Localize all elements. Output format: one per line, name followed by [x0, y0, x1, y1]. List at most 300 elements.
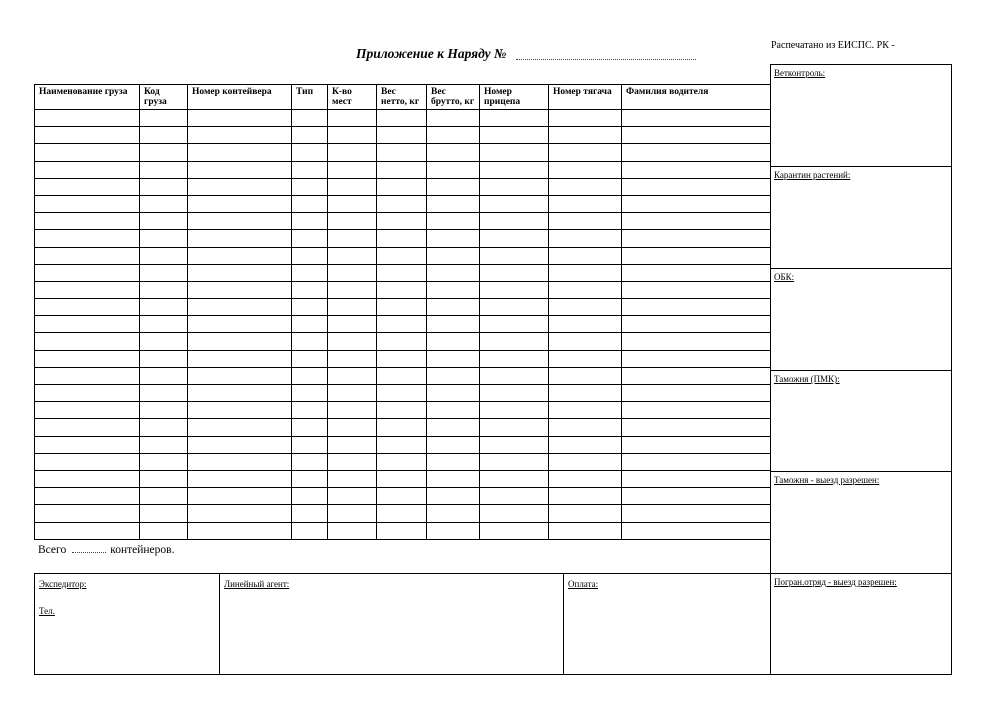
table-cell[interactable]: [549, 453, 622, 470]
table-cell[interactable]: [427, 350, 480, 367]
table-cell[interactable]: [328, 522, 377, 539]
table-cell[interactable]: [328, 299, 377, 316]
table-row: [35, 333, 771, 350]
table-cell[interactable]: [292, 299, 328, 316]
table-cell[interactable]: [188, 470, 292, 487]
table-cell[interactable]: [480, 522, 549, 539]
table-cell[interactable]: [549, 230, 622, 247]
table-cell[interactable]: [549, 522, 622, 539]
table-cell[interactable]: [480, 161, 549, 178]
table-cell[interactable]: [622, 470, 771, 487]
table-cell[interactable]: [427, 178, 480, 195]
table-cell[interactable]: [35, 470, 140, 487]
table-cell[interactable]: [140, 110, 188, 127]
table-cell[interactable]: [35, 350, 140, 367]
table-cell[interactable]: [188, 350, 292, 367]
payment-box[interactable]: [563, 573, 771, 675]
col-header-gross-weight: Вес брутто, кг: [427, 85, 480, 110]
table-row: [35, 213, 771, 230]
table-cell[interactable]: [188, 316, 292, 333]
table-cell[interactable]: [140, 264, 188, 281]
table-cell[interactable]: [622, 110, 771, 127]
table-cell[interactable]: [140, 436, 188, 453]
table-cell[interactable]: [188, 505, 292, 522]
table-row: [35, 161, 771, 178]
table-cell[interactable]: [377, 213, 427, 230]
panel-customs-pmk[interactable]: [770, 370, 952, 472]
col-header-places-count: К-во мест: [328, 85, 377, 110]
table-cell[interactable]: [140, 419, 188, 436]
table-cell[interactable]: [140, 161, 188, 178]
table-row: [35, 470, 771, 487]
table-cell[interactable]: [549, 333, 622, 350]
table-cell[interactable]: [549, 281, 622, 298]
line-agent-box[interactable]: [219, 573, 564, 675]
table-cell[interactable]: [328, 488, 377, 505]
table-cell[interactable]: [188, 264, 292, 281]
table-cell[interactable]: [377, 488, 427, 505]
table-cell[interactable]: [35, 195, 140, 212]
table-cell[interactable]: [427, 247, 480, 264]
table-cell[interactable]: [140, 402, 188, 419]
panel-customs-exit-label: Таможня - выезд разрешен:: [774, 475, 880, 485]
table-cell[interactable]: [377, 127, 427, 144]
table-cell[interactable]: [292, 230, 328, 247]
table-row: [35, 264, 771, 281]
table-cell[interactable]: [622, 264, 771, 281]
table-cell[interactable]: [480, 367, 549, 384]
table-cell[interactable]: [622, 299, 771, 316]
table-cell[interactable]: [292, 316, 328, 333]
table-cell[interactable]: [622, 281, 771, 298]
table-cell[interactable]: [427, 230, 480, 247]
table-cell[interactable]: [549, 213, 622, 230]
table-cell[interactable]: [377, 110, 427, 127]
table-cell[interactable]: [140, 195, 188, 212]
table-cell[interactable]: [427, 488, 480, 505]
table-cell[interactable]: [549, 385, 622, 402]
table-cell[interactable]: [328, 453, 377, 470]
table-cell[interactable]: [480, 213, 549, 230]
table-cell[interactable]: [622, 333, 771, 350]
table-cell[interactable]: [480, 281, 549, 298]
table-cell[interactable]: [549, 316, 622, 333]
total-prefix: Всего: [38, 544, 67, 556]
table-cell[interactable]: [549, 367, 622, 384]
table-cell[interactable]: [377, 505, 427, 522]
table-cell[interactable]: [188, 419, 292, 436]
table-cell[interactable]: [35, 316, 140, 333]
table-cell[interactable]: [292, 419, 328, 436]
table-cell[interactable]: [292, 470, 328, 487]
table-cell[interactable]: [377, 350, 427, 367]
table-cell[interactable]: [549, 402, 622, 419]
table-cell[interactable]: [377, 402, 427, 419]
table-cell[interactable]: [480, 299, 549, 316]
table-cell[interactable]: [140, 299, 188, 316]
phone-label: Тел.: [39, 606, 55, 616]
table-cell[interactable]: [480, 470, 549, 487]
table-cell[interactable]: [35, 247, 140, 264]
table-cell[interactable]: [35, 402, 140, 419]
table-cell[interactable]: [328, 144, 377, 161]
table-cell[interactable]: [140, 127, 188, 144]
table-cell[interactable]: [480, 178, 549, 195]
table-cell[interactable]: [480, 453, 549, 470]
table-cell[interactable]: [328, 213, 377, 230]
table-cell[interactable]: [549, 505, 622, 522]
order-number-line: [516, 59, 696, 60]
table-cell[interactable]: [292, 385, 328, 402]
table-cell[interactable]: [292, 161, 328, 178]
panel-customs-exit-allowed[interactable]: [770, 471, 952, 574]
payment-label: Оплата:: [568, 579, 599, 589]
table-cell[interactable]: [427, 213, 480, 230]
table-cell[interactable]: [480, 350, 549, 367]
table-cell[interactable]: [480, 505, 549, 522]
table-cell[interactable]: [427, 144, 480, 161]
table-cell[interactable]: [188, 367, 292, 384]
table-cell[interactable]: [549, 264, 622, 281]
table-cell[interactable]: [622, 247, 771, 264]
table-cell[interactable]: [188, 178, 292, 195]
table-cell[interactable]: [140, 453, 188, 470]
panel-customs-pmk-label: Таможня (ПМК):: [774, 374, 840, 384]
table-cell[interactable]: [377, 522, 427, 539]
table-cell[interactable]: [328, 436, 377, 453]
table-cell[interactable]: [328, 316, 377, 333]
table-cell[interactable]: [328, 419, 377, 436]
table-cell[interactable]: [328, 333, 377, 350]
table-cell[interactable]: [35, 436, 140, 453]
table-cell[interactable]: [549, 436, 622, 453]
table-cell[interactable]: [427, 453, 480, 470]
table-cell[interactable]: [622, 350, 771, 367]
table-cell[interactable]: [188, 247, 292, 264]
col-header-type: Тип: [292, 85, 328, 110]
table-cell[interactable]: [292, 247, 328, 264]
table-cell[interactable]: [622, 419, 771, 436]
table-cell[interactable]: [35, 264, 140, 281]
table-cell[interactable]: [427, 436, 480, 453]
table-cell[interactable]: [292, 281, 328, 298]
table-cell[interactable]: [427, 402, 480, 419]
table-cell[interactable]: [549, 178, 622, 195]
table-cell[interactable]: [427, 299, 480, 316]
table-cell[interactable]: [35, 281, 140, 298]
page-title: Приложение к Наряду №: [356, 46, 507, 61]
table-cell[interactable]: [377, 178, 427, 195]
table-cell[interactable]: [292, 350, 328, 367]
col-header-net-weight: Вес нетто, кг: [377, 85, 427, 110]
table-cell[interactable]: [549, 247, 622, 264]
table-cell[interactable]: [292, 522, 328, 539]
table-cell[interactable]: [480, 264, 549, 281]
table-row: [35, 127, 771, 144]
table-row: [35, 195, 771, 212]
table-cell[interactable]: [140, 281, 188, 298]
table-cell[interactable]: [622, 178, 771, 195]
table-cell[interactable]: [188, 453, 292, 470]
table-cell[interactable]: [140, 247, 188, 264]
panel-vet-control-label: Ветконтроль:: [774, 68, 826, 78]
table-cell[interactable]: [35, 385, 140, 402]
table-cell[interactable]: [622, 161, 771, 178]
table-cell[interactable]: [188, 436, 292, 453]
table-cell[interactable]: [188, 299, 292, 316]
table-cell[interactable]: [328, 247, 377, 264]
table-cell[interactable]: [188, 127, 292, 144]
total-count-field[interactable]: [72, 552, 106, 553]
line-agent-label: Линейный агент:: [224, 579, 290, 589]
table-cell[interactable]: [328, 470, 377, 487]
table-cell[interactable]: [427, 110, 480, 127]
table-cell[interactable]: [35, 367, 140, 384]
panel-obk-label: ОБК:: [774, 272, 795, 282]
table-cell[interactable]: [427, 127, 480, 144]
table-cell[interactable]: [427, 264, 480, 281]
table-cell[interactable]: [292, 213, 328, 230]
table-cell[interactable]: [188, 522, 292, 539]
table-cell[interactable]: [328, 385, 377, 402]
table-cell[interactable]: [140, 385, 188, 402]
table-cell[interactable]: [377, 281, 427, 298]
table-cell[interactable]: [35, 161, 140, 178]
forwarder-box[interactable]: [34, 573, 220, 675]
table-cell[interactable]: [480, 333, 549, 350]
table-cell[interactable]: [480, 230, 549, 247]
table-cell[interactable]: [480, 316, 549, 333]
table-cell[interactable]: [549, 195, 622, 212]
table-cell[interactable]: [377, 299, 427, 316]
table-cell[interactable]: [377, 264, 427, 281]
table-cell[interactable]: [35, 505, 140, 522]
table-cell[interactable]: [427, 505, 480, 522]
table-cell[interactable]: [292, 178, 328, 195]
table-cell[interactable]: [480, 436, 549, 453]
col-header-driver-surname: Фамилия водителя: [622, 85, 771, 110]
table-cell[interactable]: [377, 470, 427, 487]
table-cell[interactable]: [480, 402, 549, 419]
table-cell[interactable]: [377, 436, 427, 453]
table-cell[interactable]: [549, 350, 622, 367]
table-cell[interactable]: [292, 453, 328, 470]
table-cell[interactable]: [35, 230, 140, 247]
table-cell[interactable]: [622, 144, 771, 161]
table-cell[interactable]: [427, 385, 480, 402]
table-cell[interactable]: [480, 488, 549, 505]
table-cell[interactable]: [140, 505, 188, 522]
table-cell[interactable]: [427, 522, 480, 539]
table-cell[interactable]: [292, 402, 328, 419]
table-cell[interactable]: [292, 264, 328, 281]
table-cell[interactable]: [35, 522, 140, 539]
table-cell[interactable]: [35, 333, 140, 350]
table-cell[interactable]: [377, 161, 427, 178]
table-cell[interactable]: [188, 195, 292, 212]
table-cell[interactable]: [328, 402, 377, 419]
table-cell[interactable]: [328, 264, 377, 281]
table-cell[interactable]: [140, 230, 188, 247]
table-cell[interactable]: [622, 453, 771, 470]
table-cell[interactable]: [140, 470, 188, 487]
table-cell[interactable]: [292, 436, 328, 453]
table-cell[interactable]: [549, 127, 622, 144]
table-cell[interactable]: [377, 144, 427, 161]
table-cell[interactable]: [188, 488, 292, 505]
table-cell[interactable]: [188, 281, 292, 298]
table-cell[interactable]: [622, 385, 771, 402]
table-cell[interactable]: [549, 488, 622, 505]
table-row: [35, 316, 771, 333]
table-cell[interactable]: [377, 195, 427, 212]
panel-border-exit-allowed[interactable]: [770, 573, 952, 675]
table-row: [35, 230, 771, 247]
table-row: [35, 453, 771, 470]
table-cell[interactable]: [328, 195, 377, 212]
table-cell[interactable]: [480, 385, 549, 402]
table-cell[interactable]: [377, 247, 427, 264]
table-cell[interactable]: [328, 367, 377, 384]
table-cell[interactable]: [292, 333, 328, 350]
table-cell[interactable]: [427, 367, 480, 384]
table-cell[interactable]: [188, 144, 292, 161]
table-cell[interactable]: [35, 213, 140, 230]
table-cell[interactable]: [188, 402, 292, 419]
table-row: [35, 178, 771, 195]
table-cell[interactable]: [480, 144, 549, 161]
col-header-container-number: Номер контейвера: [188, 85, 292, 110]
table-cell[interactable]: [292, 127, 328, 144]
table-cell[interactable]: [292, 367, 328, 384]
table-cell[interactable]: [35, 488, 140, 505]
table-cell[interactable]: [622, 367, 771, 384]
table-cell[interactable]: [377, 316, 427, 333]
table-cell[interactable]: [140, 316, 188, 333]
table-cell[interactable]: [427, 195, 480, 212]
table-cell[interactable]: [328, 178, 377, 195]
table-cell[interactable]: [549, 144, 622, 161]
table-cell[interactable]: [328, 350, 377, 367]
table-cell[interactable]: [35, 419, 140, 436]
table-cell[interactable]: [480, 419, 549, 436]
table-cell[interactable]: [622, 230, 771, 247]
table-cell[interactable]: [480, 195, 549, 212]
table-cell[interactable]: [35, 127, 140, 144]
table-cell[interactable]: [188, 230, 292, 247]
table-cell[interactable]: [377, 453, 427, 470]
table-cell[interactable]: [622, 505, 771, 522]
col-header-cargo-code: Код груза: [140, 85, 188, 110]
panel-plant-quarantine[interactable]: [770, 166, 952, 269]
printed-from-note: Распечатано из ЕИСПС. РК -: [771, 40, 895, 51]
table-cell[interactable]: [622, 316, 771, 333]
table-cell[interactable]: [480, 127, 549, 144]
table-row: [35, 402, 771, 419]
table-cell[interactable]: [328, 281, 377, 298]
table-cell[interactable]: [549, 299, 622, 316]
table-cell[interactable]: [427, 316, 480, 333]
table-cell[interactable]: [140, 144, 188, 161]
table-cell[interactable]: [427, 419, 480, 436]
table-cell[interactable]: [622, 436, 771, 453]
table-cell[interactable]: [427, 470, 480, 487]
table-cell[interactable]: [328, 161, 377, 178]
table-cell[interactable]: [188, 213, 292, 230]
table-cell[interactable]: [140, 367, 188, 384]
table-cell[interactable]: [427, 281, 480, 298]
table-cell[interactable]: [622, 522, 771, 539]
table-cell[interactable]: [328, 110, 377, 127]
table-cell[interactable]: [622, 402, 771, 419]
table-row: [35, 367, 771, 384]
table-cell[interactable]: [480, 247, 549, 264]
table-cell[interactable]: [188, 333, 292, 350]
table-cell[interactable]: [622, 195, 771, 212]
panel-vet-control[interactable]: [770, 64, 952, 167]
table-cell[interactable]: [140, 178, 188, 195]
table-cell[interactable]: [328, 505, 377, 522]
panel-obk[interactable]: [770, 268, 952, 371]
table-cell[interactable]: [377, 333, 427, 350]
table-cell[interactable]: [328, 230, 377, 247]
table-cell[interactable]: [292, 488, 328, 505]
table-cell[interactable]: [140, 333, 188, 350]
table-cell[interactable]: [427, 333, 480, 350]
table-cell[interactable]: [549, 470, 622, 487]
table-cell[interactable]: [377, 385, 427, 402]
table-cell[interactable]: [35, 144, 140, 161]
table-cell[interactable]: [292, 144, 328, 161]
table-cell[interactable]: [292, 110, 328, 127]
table-cell[interactable]: [188, 110, 292, 127]
table-cell[interactable]: [549, 161, 622, 178]
table-cell[interactable]: [328, 127, 377, 144]
table-cell[interactable]: [622, 488, 771, 505]
table-cell[interactable]: [292, 505, 328, 522]
table-row: [35, 522, 771, 539]
total-containers-line: [38, 544, 174, 556]
table-cell[interactable]: [188, 385, 292, 402]
table-row: [35, 385, 771, 402]
table-cell[interactable]: [140, 522, 188, 539]
table-cell[interactable]: [292, 195, 328, 212]
table-cell[interactable]: [480, 110, 549, 127]
table-row: [35, 110, 771, 127]
table-row: [35, 247, 771, 264]
table-cell[interactable]: [622, 213, 771, 230]
table-cell[interactable]: [188, 161, 292, 178]
table-cell[interactable]: [427, 161, 480, 178]
table-cell[interactable]: [377, 419, 427, 436]
table-cell[interactable]: [549, 110, 622, 127]
table-row: [35, 350, 771, 367]
table-row: [35, 281, 771, 298]
table-cell[interactable]: [377, 367, 427, 384]
table-cell[interactable]: [140, 213, 188, 230]
table-cell[interactable]: [140, 488, 188, 505]
table-cell[interactable]: [35, 299, 140, 316]
table-cell[interactable]: [35, 453, 140, 470]
col-header-cargo-name: Наименование груза: [35, 85, 140, 110]
col-header-tractor-number: Номер тягача: [549, 85, 622, 110]
table-cell[interactable]: [35, 178, 140, 195]
table-cell[interactable]: [549, 419, 622, 436]
table-cell[interactable]: [377, 230, 427, 247]
table-cell[interactable]: [622, 127, 771, 144]
table-cell[interactable]: [35, 110, 140, 127]
table-cell[interactable]: [140, 350, 188, 367]
